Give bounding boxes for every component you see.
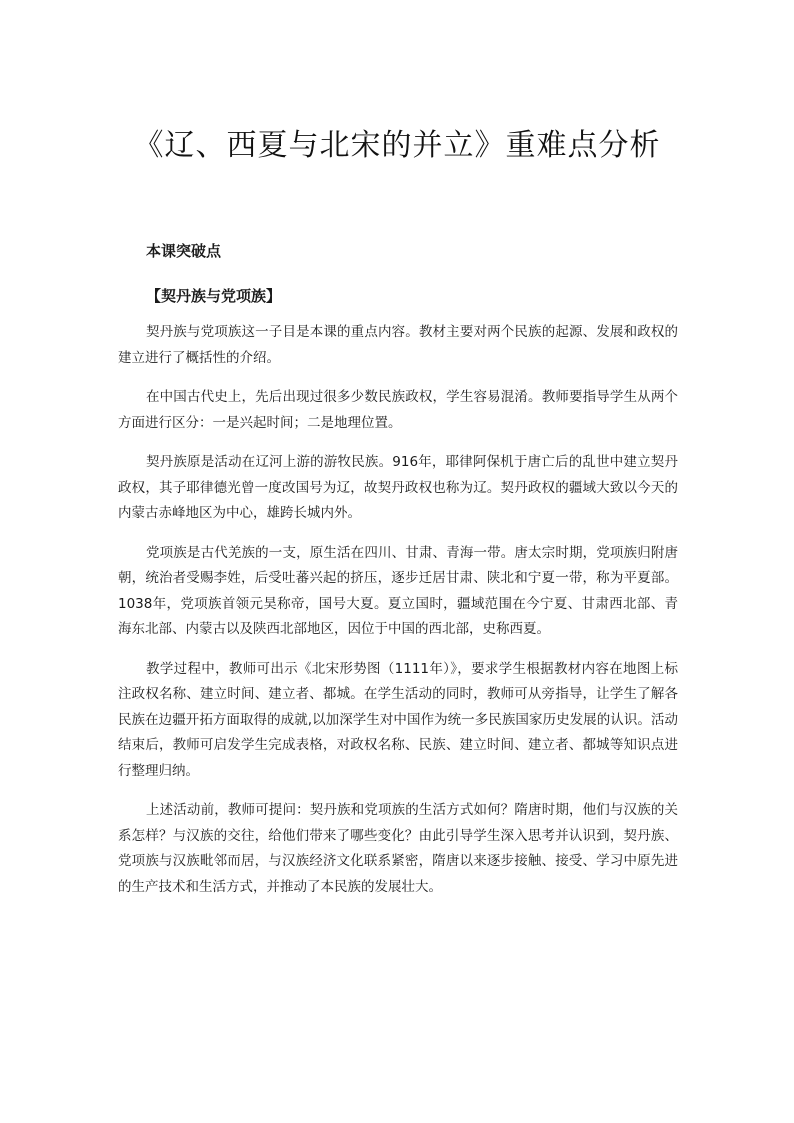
paragraph-4: 党项族是古代羌族的一支，原生活在四川、甘肃、青海一带。唐太宗时期，党项族归附唐朝，统治者受赐李姓，后受吐蕃兴起的挤压，逐步迁居甘肃、陕北和宁夏一带，称为平夏部。1038年，党项族首领元昊称帝，国号大夏。夏立国时，疆域范围在今宁夏、甘肃西北部、青海东北部、内蒙古以及陕西北部地区，因位于中国的西北部，史称西夏。 <box>118 544 678 637</box>
paragraph-5: 教学过程中，教师可出示《北宋形势图（1111年）》，要求学生根据教材内容在地图上标注政权名称、建立时间、建立者、都城。在学生活动的同时，教师可从旁指导，让学生了解各民族在边疆开拓方面取得的成就,以加深学生对中国作为统一多民族国家历史发展的认识。活动结束后，教师可启发学生完成表格，对政权名称、民族、建立时间、建立者、都城等知识点进行整理归纳。 <box>118 660 678 779</box>
paragraph-6: 上述活动前，教师可提问：契丹族和党项族的生活方式如何？隋唐时期，他们与汉族的关系怎样？与汉族的交往，给他们带来了哪些变化？由此引导学生深入思考并认识到，契丹族、党项族与汉族毗邻而居，与汉族经济文化联系紧密，隋唐以来逐步接触、接受、学习中原先进的生产技术和生活方式，并推动了本民族的发展壮大。 <box>118 802 678 895</box>
paragraph-1: 契丹族与党项族这一子目是本课的重点内容。教材主要对两个民族的起源、发展和政权的建立进行了概括性的介绍。 <box>118 324 678 366</box>
section-heading: 【契丹族与党项族】 <box>146 287 282 305</box>
body-content <box>118 320 678 914</box>
document-title: 《辽、西夏与北宋的并立》重难点分析 <box>133 128 661 163</box>
intro-heading: 本课突破点 <box>146 242 222 260</box>
paragraph-3: 契丹族原是活动在辽河上游的游牧民族。916年，耶律阿保机于唐亡后的乱世中建立契丹政权，其子耶律德光曾一度改国号为辽，故契丹政权也称为辽。契丹政权的疆域大致以今天的内蒙古赤峰地区为中心，雄跨长城内外。 <box>118 454 678 521</box>
paragraph-2: 在中国古代史上，先后出现过很多少数民族政权，学生容易混淆。教师要指导学生从两个方面进行区分：一是兴起时间；二是地理位置。 <box>118 389 678 431</box>
